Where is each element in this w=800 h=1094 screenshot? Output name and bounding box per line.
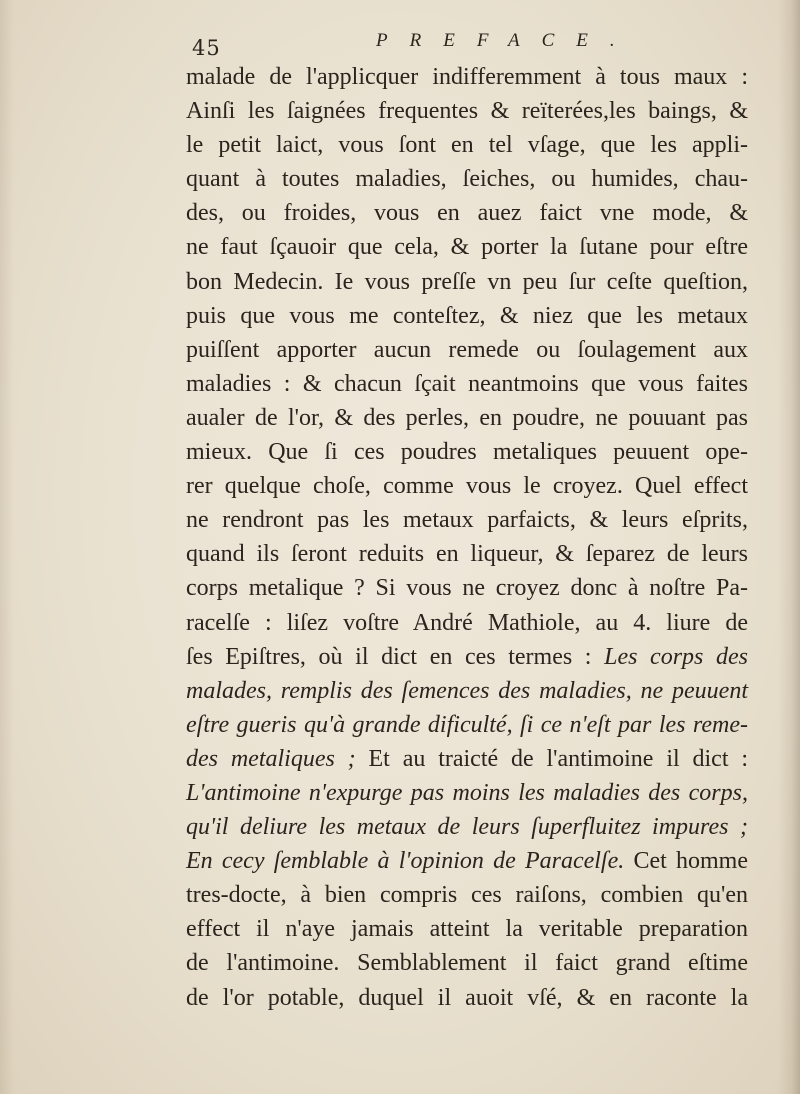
text-line [186, 401, 748, 435]
italic-text-segment: des metaliques ; [186, 745, 369, 772]
text-segment: le petit laict, vous ſont en tel vſage, que les appli- [186, 132, 748, 159]
text-line [186, 196, 748, 230]
text-line [186, 230, 748, 264]
running-head: PREFACE. [376, 30, 637, 51]
italic-text-segment: En cecy ſemblable à l'opinion de Paracelſe. [186, 848, 634, 875]
text-line [186, 333, 748, 367]
text-segment: de l'or potable, duquel il auoit vſé, & en raconte la [186, 984, 748, 1011]
italic-text-segment: Les corps des [604, 643, 748, 670]
text-line [186, 810, 748, 844]
text-segment: Et au traicté de l'antimoine il dict : [368, 745, 749, 772]
italic-text-segment: L'antimoine n'expurge pas moins les maladies des corps, [186, 779, 748, 806]
text-segment: mieux. Que ſi ces poudres metaliques peuuent ope- [186, 439, 748, 466]
text-line [186, 265, 748, 299]
text-segment: corps metalique ? Si vous ne croyez donc à noſtre Pa- [186, 575, 748, 602]
italic-text-segment: eſtre gueris qu'à grande dificulté, ſi ce n'eſt par les reme- [186, 711, 748, 738]
text-line [186, 640, 748, 674]
text-segment: quand ils ſeront reduits en liqueur, & ſeparez de leurs [186, 541, 748, 568]
text-line [186, 469, 748, 503]
text-line [186, 94, 748, 128]
text-line [186, 912, 748, 946]
text-segment: quant à toutes maladies, ſeiches, ou humides, chau- [186, 166, 748, 193]
text-segment: tres-docte, à bien compris ces raiſons, combien qu'en [186, 882, 748, 909]
page-left-shadow [0, 0, 14, 1094]
page-number: 45 [192, 36, 221, 60]
text-segment: de l'antimoine. Semblablement il faict grand eſtime [186, 950, 748, 977]
text-segment: malade de l'applicquer indifferemment à tous maux : [186, 64, 748, 90]
text-line [186, 537, 748, 571]
text-line [186, 878, 748, 912]
text-segment: ne rendront pas les metaux parfaicts, & leurs eſprits, [186, 507, 748, 534]
text-segment: maladies : & chacun ſçait neantmoins que vous faites [186, 370, 748, 397]
text-line [186, 674, 748, 708]
text-line [186, 776, 748, 810]
text-line [186, 503, 748, 537]
text-line [186, 981, 748, 1015]
text-segment: puiſſent apporter aucun remede ou ſoulagement aux [186, 336, 748, 363]
text-segment: rer quelque choſe, comme vous le croyez. Quel effect [186, 473, 748, 500]
text-segment: des, ou froides, vous en auez faict vne mode, & [186, 200, 748, 227]
italic-text-segment: malades, remplis des ſemences des maladies, ne peuuent [186, 677, 748, 704]
text-segment: ſes Epiſtres, où il dict en ces termes : [186, 643, 605, 670]
text-line [186, 128, 748, 162]
text-segment: aualer de l'or, & des perles, en poudre, ne pouuant pas [186, 404, 748, 431]
text-line [186, 946, 748, 980]
page-right-shadow [778, 0, 800, 1094]
text-line [186, 367, 748, 401]
text-segment: ne faut ſçauoir que cela, & porter la ſutane pour eſtre [186, 234, 748, 261]
body-text [186, 60, 748, 1015]
text-line [186, 571, 748, 605]
text-line [186, 435, 748, 469]
text-segment: effect il n'aye jamais atteint la veritable preparation [186, 916, 748, 943]
text-line [186, 742, 748, 776]
text-line [186, 606, 748, 640]
text-segment: Cet homme [633, 848, 748, 875]
text-line [186, 299, 748, 333]
text-segment: racelſe : liſez voſtre André Mathiole, au 4. liure de [186, 609, 748, 636]
text-segment: bon Medecin. Ie vous preſſe vn peu ſur ceſte queſtion, [186, 268, 748, 295]
text-line [186, 60, 748, 94]
text-line [186, 708, 748, 742]
text-segment: Ainſi les ſaignées frequentes & reïterées,les baings, & [186, 98, 748, 125]
text-segment: puis que vous me conteſtez, & niez que les metaux [186, 302, 748, 329]
italic-text-segment: qu'il deliure les metaux de leurs ſuperfluitez impures ; [186, 814, 748, 841]
text-line [186, 162, 748, 196]
text-line [186, 844, 748, 878]
